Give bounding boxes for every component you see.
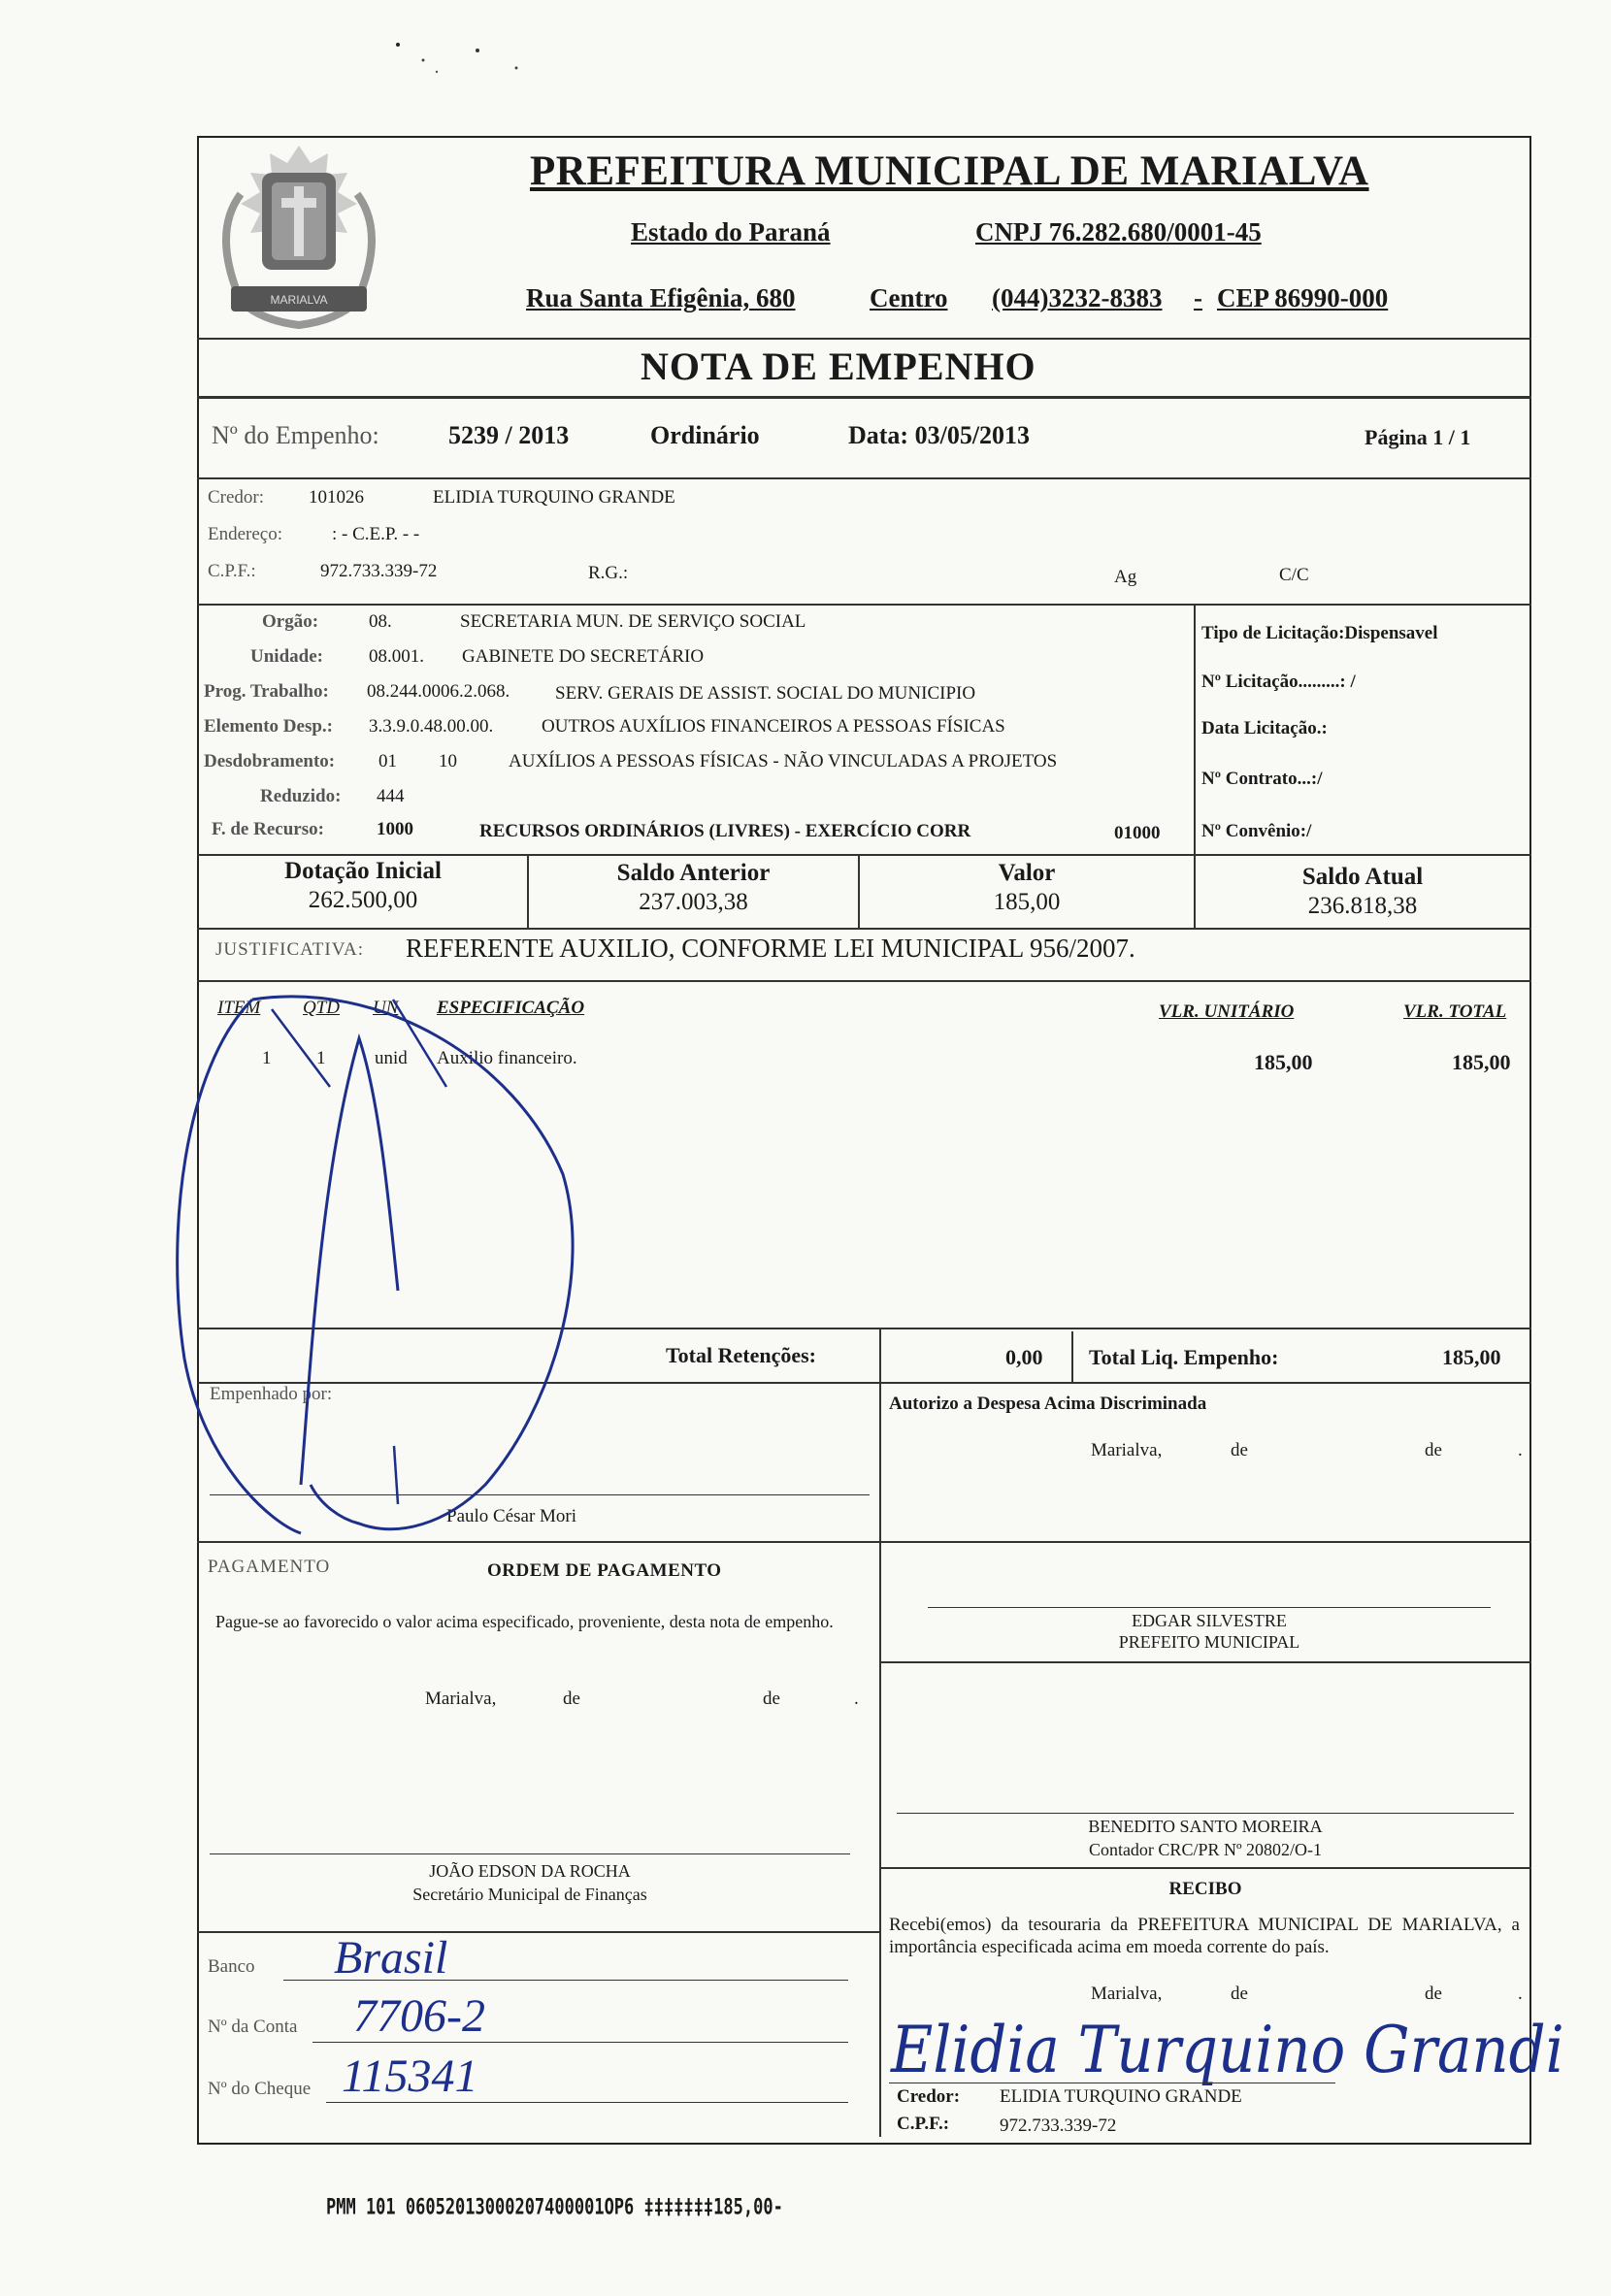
header-cnpj: CNPJ 76.282.680/0001-45 [975, 217, 1262, 246]
banco-label: Banco [208, 1956, 255, 1977]
unidade-label: Unidade: [250, 646, 323, 667]
pagamento-label: PAGAMENTO [208, 1557, 331, 1577]
items-header-total: VLR. TOTAL [1403, 1001, 1507, 1022]
recurso-name: RECURSOS ORDINÁRIOS (LIVRES) - EXERCÍCIO CORR [479, 821, 971, 841]
empenho-label: Nº do Empenho: [212, 421, 379, 449]
contador-name: BENEDITO SANTO MOREIRA [1088, 1817, 1323, 1836]
divider [197, 1931, 879, 1933]
item-qtd: 1 [316, 1048, 326, 1068]
item-unit-value: 185,00 [1254, 1050, 1313, 1074]
licitacao-tipo: Tipo de Licitação:Dispensavel [1201, 623, 1438, 643]
divider [1071, 1331, 1073, 1382]
divider [879, 1867, 1531, 1869]
prefeito-name: EDGAR SILVESTRE [1132, 1611, 1287, 1630]
reduzido-label: Reduzido: [260, 786, 342, 806]
valor-label: Valor [998, 860, 1056, 886]
header-title: PREFEITURA MUNICIPAL DE MARIALVA [530, 148, 1369, 194]
saldo-atual-label: Saldo Atual [1301, 864, 1424, 890]
recibo-dot: . [1518, 1984, 1523, 2004]
items-header-qtd: QTD [303, 998, 341, 1018]
licitacao-contrato: Nº Contrato...:/ [1201, 769, 1323, 789]
desdob-code2: 10 [439, 751, 457, 771]
licitacao-data: Data Licitação.: [1201, 718, 1328, 738]
doc-title: NOTA DE EMPENHO [641, 344, 1036, 388]
recurso-code: 1000 [377, 819, 413, 839]
item-un: unid [375, 1048, 408, 1068]
elemento-label: Elemento Desp.: [204, 716, 333, 737]
ag-label: Ag [1114, 567, 1137, 587]
header-dash: - [1194, 283, 1202, 312]
item-total-value: 185,00 [1452, 1050, 1511, 1074]
orgao-code: 08. [369, 611, 392, 632]
orgao-label: Orgão: [262, 611, 319, 632]
recibo-title: RECIBO [1168, 1879, 1242, 1899]
licitacao-numero: Nº Licitação.........: / [1201, 672, 1356, 692]
header-address: Rua Santa Efigênia, 680 [526, 283, 796, 312]
desdob-name: AUXÍLIOS A PESSOAS FÍSICAS - NÃO VINCULADAS A PROJETOS [509, 751, 1058, 771]
recurso-num: 01000 [1114, 823, 1161, 843]
conta-label: Nº da Conta [208, 2017, 298, 2037]
justificativa-text: REFERENTE AUXILIO, CONFORME LEI MUNICIPAL 956/2007. [406, 934, 1135, 963]
divider [197, 854, 1531, 856]
items-header-item: ITEM [217, 998, 261, 1018]
licitacao-convenio: Nº Convênio:/ [1201, 821, 1312, 841]
creditor-label: Credor: [208, 487, 265, 508]
creditor-code: 101026 [309, 487, 364, 508]
divider [879, 1382, 881, 2137]
pagamento-dot: . [854, 1689, 859, 1709]
header-cep: CEP 86990-000 [1217, 283, 1389, 312]
prog-code: 08.244.0006.2.068. [367, 681, 510, 702]
header-state: Estado do Paraná [631, 217, 831, 246]
empenhado-label: Empenhado por: [210, 1384, 333, 1404]
dotacao-label: Dotação Inicial [284, 858, 442, 884]
autorizo-de-2: de [1425, 1440, 1442, 1460]
empenho-date: Data: 03/05/2013 [848, 421, 1031, 449]
autorizo-dot: . [1518, 1440, 1523, 1460]
items-header-un: UN [373, 998, 399, 1018]
divider [197, 604, 1531, 606]
address-value: : - C.E.P. - - [332, 524, 420, 544]
cpf-value: 972.733.339-72 [320, 561, 438, 581]
item-number: 1 [262, 1048, 272, 1068]
autorizo-city: Marialva, [1091, 1440, 1163, 1460]
pagamento-de-1: de [563, 1689, 580, 1709]
items-header-unit: VLR. UNITÁRIO [1159, 1001, 1295, 1022]
pagamento-de-2: de [763, 1689, 780, 1709]
divider [879, 1661, 1531, 1663]
dotacao-value: 262.500,00 [308, 887, 418, 913]
cpf-label: C.P.F.: [208, 561, 256, 581]
prog-name: SERV. GERAIS DE ASSIST. SOCIAL DO MUNICIPIO [555, 683, 976, 704]
retencoes-value: 0,00 [1005, 1345, 1043, 1369]
unidade-code: 08.001. [369, 646, 424, 667]
justificativa-label: JUSTIFICATIVA: [215, 939, 365, 960]
elemento-code: 3.3.9.0.48.00.00. [369, 716, 494, 737]
divider [197, 396, 1531, 399]
svg-text:MARIALVA: MARIALVA [270, 293, 328, 307]
footer-code: PMM 101 06052013000207400001OP6 ‡‡‡‡‡‡‡185,00- [326, 2195, 783, 2220]
desdob-label: Desdobramento: [204, 751, 336, 771]
coat-of-arms-icon [202, 136, 396, 335]
prog-label: Prog. Trabalho: [204, 681, 329, 702]
autorizo-text: Autorizo a Despesa Acima Discriminada [889, 1394, 1207, 1414]
page-number: Página 1 / 1 [1364, 425, 1471, 449]
cheque-label: Nº do Cheque [208, 2079, 312, 2099]
recibo-de-2: de [1425, 1984, 1442, 2004]
liq-label: Total Liq. Empenho: [1089, 1345, 1279, 1369]
orgao-name: SECRETARIA MUN. DE SERVIÇO SOCIAL [460, 611, 806, 632]
creditor-name: ELIDIA TURQUINO GRANDE [433, 487, 675, 508]
empenho-number: 5239 / 2013 [448, 421, 570, 449]
credor-label: Credor: [897, 2086, 961, 2107]
recibo-city: Marialva, [1091, 1984, 1163, 2004]
unidade-name: GABINETE DO SECRETÁRIO [462, 646, 705, 667]
saldo-anterior-value: 237.003,38 [639, 889, 748, 915]
recibo-de-1: de [1231, 1984, 1248, 2004]
item-spec: Auxilio financeiro. [437, 1048, 577, 1068]
recibo-text: Recebi(emos) da tesouraria da PREFEITURA MUNICIPAL DE MARIALVA, a importância especificada acima em moeda corrente do país. [889, 1915, 1520, 1957]
divider [879, 1541, 1531, 1543]
items-header-spec: ESPECIFICAÇÃO [437, 998, 585, 1018]
signature-line [210, 1853, 850, 1854]
recibo-signature: Elidia Turquino Grandi [891, 2013, 1564, 2087]
retencoes-label: Total Retenções: [666, 1343, 816, 1367]
saldo-anterior-label: Saldo Anterior [616, 860, 771, 886]
recibo-cpf: 972.733.339-72 [1000, 2116, 1117, 2136]
contador-role: Contador CRC/PR Nº 20802/O-1 [1088, 1840, 1323, 1859]
desdob-code1: 01 [378, 751, 397, 771]
cc-label: C/C [1279, 565, 1309, 585]
banco-value: Brasil [334, 1932, 448, 1984]
divider [879, 1328, 881, 1382]
pagamento-text: Pague-se ao favorecido o valor acima especificado, proveniente, desta nota de empenho. [215, 1612, 834, 1631]
secretario-name: JOÃO EDSON DA ROCHA [429, 1861, 631, 1881]
signature-scribble [165, 980, 592, 1543]
rg-label: R.G.: [588, 563, 629, 583]
divider [197, 338, 1531, 340]
signature-line [928, 1607, 1491, 1608]
cheque-value: 115341 [342, 2050, 478, 2102]
pagamento-city: Marialva, [425, 1689, 497, 1709]
header-district: Centro [870, 283, 948, 312]
empenho-type: Ordinário [650, 421, 760, 449]
liq-value: 185,00 [1442, 1345, 1501, 1369]
saldo-atual-value: 236.818,38 [1307, 893, 1418, 919]
conta-value: 7706-2 [353, 1990, 485, 2042]
autorizo-de-1: de [1231, 1440, 1248, 1460]
ordem-pagamento: ORDEM DE PAGAMENTO [487, 1560, 722, 1581]
scan-specks [388, 39, 534, 78]
elemento-name: OUTROS AUXÍLIOS FINANCEIROS A PESSOAS FÍSICAS [542, 716, 1005, 737]
divider [197, 477, 1531, 479]
header-phone: (044)3232-8383 [992, 283, 1163, 312]
signature-line [897, 1813, 1514, 1814]
empenhado-name: Paulo César Mori [446, 1506, 577, 1526]
recurso-label: F. de Recurso: [212, 819, 324, 839]
secretario-role: Secretário Municipal de Finanças [412, 1885, 647, 1904]
recibo-cpf-label: C.P.F.: [897, 2114, 950, 2134]
address-label: Endereço: [208, 524, 283, 544]
valor-value: 185,00 [993, 889, 1061, 915]
divider [197, 928, 1531, 930]
prefeito-role: PREFEITO MUNICIPAL [1118, 1632, 1300, 1652]
credor-name: ELIDIA TURQUINO GRANDE [1000, 2086, 1242, 2107]
divider [1194, 604, 1196, 854]
reduzido-value: 444 [377, 786, 405, 806]
